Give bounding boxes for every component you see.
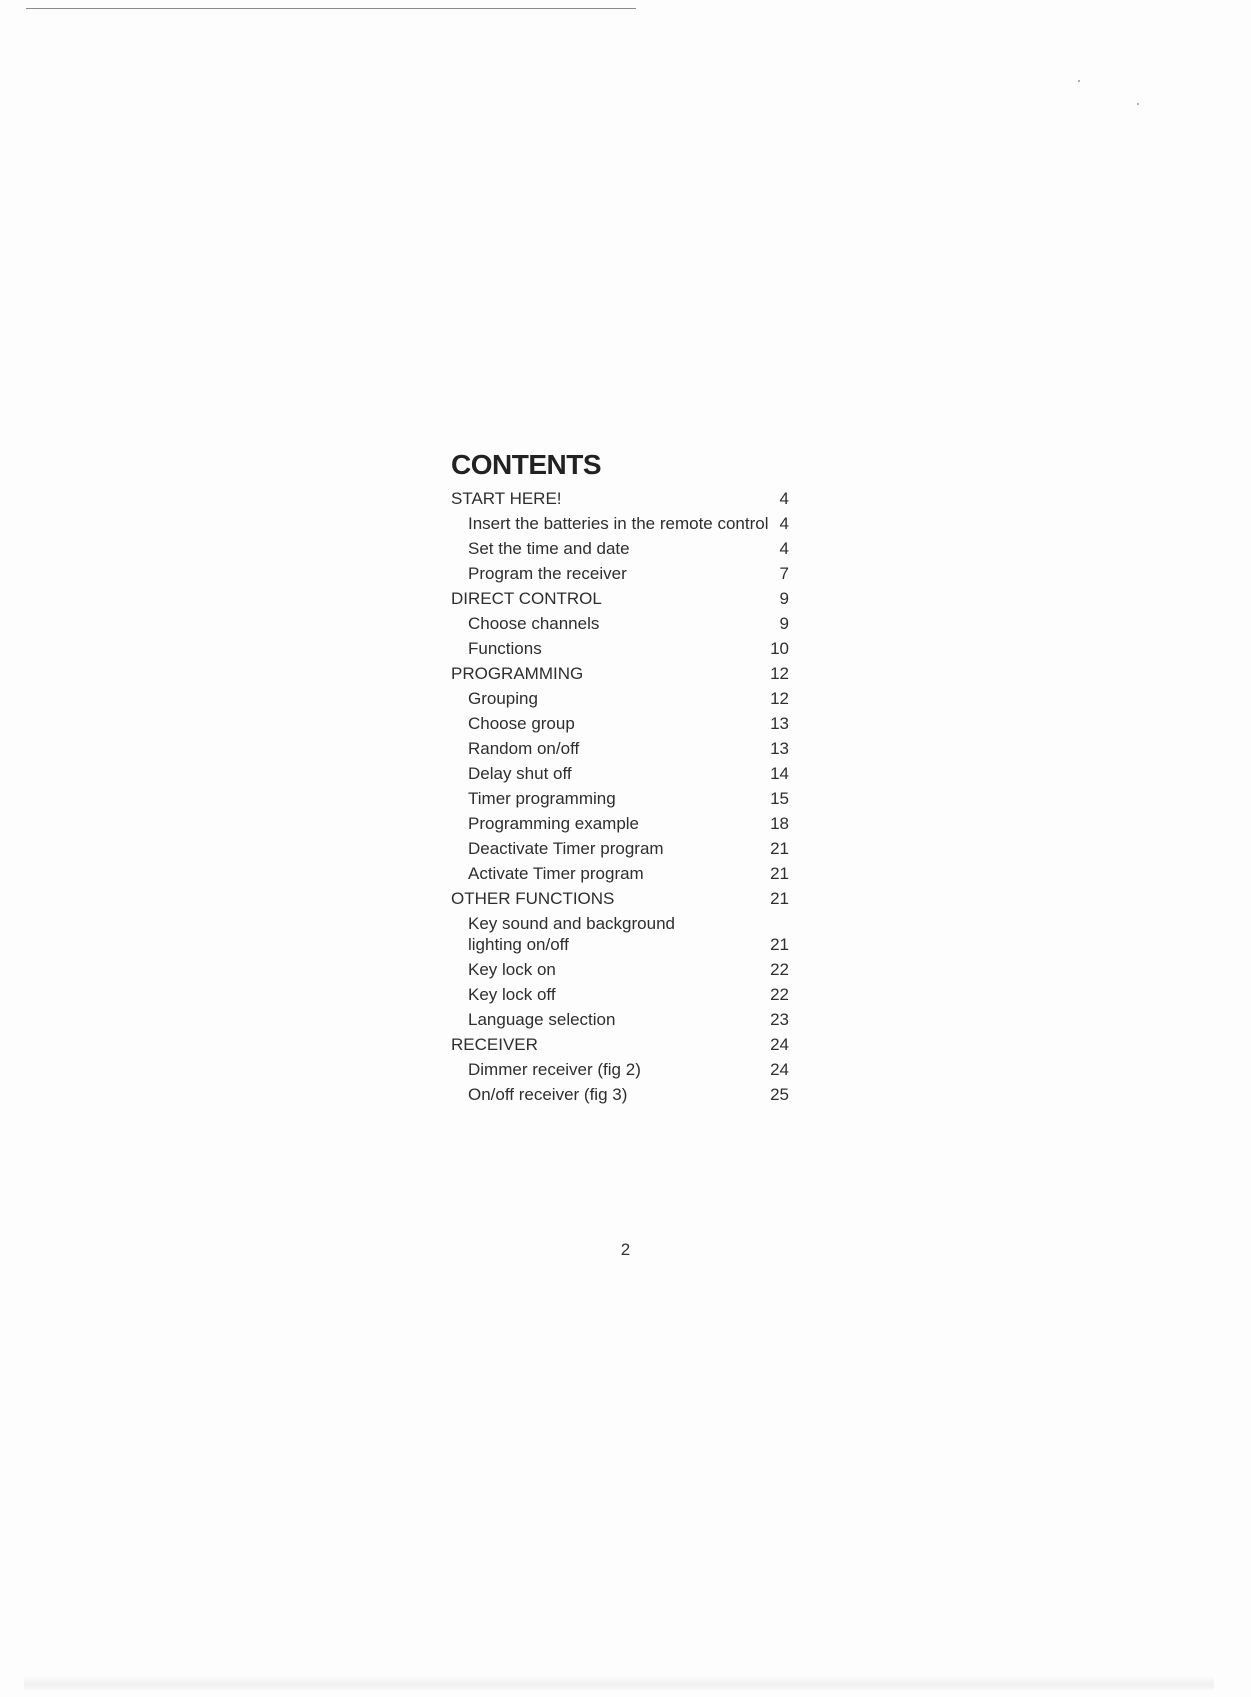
toc-entry-label: RECEIVER	[451, 1035, 538, 1054]
toc-entry-page: 13	[770, 739, 789, 758]
toc-subsection-entry	[451, 536, 789, 561]
toc-entry-page: 10	[770, 639, 789, 658]
toc-section-entry	[451, 1032, 789, 1057]
toc-entry-label: Program the receiver	[468, 564, 627, 583]
toc-subsection-entry	[451, 636, 789, 661]
toc-entry-page: 4	[779, 514, 789, 533]
toc-entry-page: 24	[770, 1035, 789, 1054]
toc-section-entry	[451, 586, 789, 611]
toc-subsection-entry	[451, 861, 789, 886]
toc-subsection-entry	[451, 1007, 789, 1032]
toc-entry-label: START HERE!	[451, 489, 562, 508]
toc-entry-label: Timer programming	[468, 789, 616, 808]
toc-entry-page: 4	[779, 539, 789, 558]
toc-entry-page: 7	[779, 564, 789, 583]
toc-entry-label: Choose channels	[468, 614, 600, 633]
toc-entry-label: Key sound and background lighting on/off	[468, 914, 675, 954]
toc-entry-label: Key lock off	[468, 985, 556, 1004]
scan-speck	[1078, 80, 1080, 82]
toc-section-entry	[451, 486, 789, 511]
toc-entry-label: Set the time and date	[468, 539, 630, 558]
toc-subsection-entry	[451, 982, 789, 1007]
toc-entry-page: 22	[770, 960, 789, 979]
toc-entry-label: Activate Timer program	[468, 864, 644, 883]
toc-subsection-entry	[451, 711, 789, 736]
toc-subsection-entry	[451, 1057, 789, 1082]
toc-entry-label: Functions	[468, 639, 542, 658]
toc-entry-page: 15	[770, 789, 789, 808]
toc-entry-page: 4	[779, 489, 789, 508]
toc-subsection-entry	[451, 611, 789, 636]
toc-entry-label: Random on/off	[468, 739, 580, 758]
toc-entry-page: 24	[770, 1060, 789, 1079]
toc-entry-page: 9	[779, 614, 789, 633]
toc-entry-page: 21	[770, 889, 789, 908]
toc-entry-label: OTHER FUNCTIONS	[451, 889, 615, 908]
toc-entry-page: 22	[770, 985, 789, 1004]
toc-entry-page: 12	[770, 664, 789, 683]
toc-entry-page: 18	[770, 814, 789, 833]
toc-subsection-entry	[451, 511, 789, 536]
toc-subsection-entry	[451, 957, 789, 982]
toc-entry-page: 23	[770, 1010, 789, 1029]
toc-list	[451, 486, 789, 1107]
toc-subsection-entry	[451, 836, 789, 861]
toc-entry-page: 9	[779, 589, 789, 608]
toc-entry-page: 12	[770, 689, 789, 708]
toc-entry-page: 21	[770, 864, 789, 883]
toc-entry-page: 21	[770, 935, 789, 954]
toc-section-entry	[451, 661, 789, 686]
contents-title: CONTENTS	[451, 449, 601, 480]
toc-entry-label: On/off receiver (fig 3)	[468, 1085, 628, 1104]
toc-entry-label: Key lock on	[468, 960, 556, 979]
toc-entry-page: 21	[770, 839, 789, 858]
toc-entry-page: 25	[770, 1085, 789, 1104]
toc-subsection-entry	[451, 561, 789, 586]
toc-entry-label: Insert the batteries in the remote control	[468, 514, 769, 533]
toc-entry-label: Grouping	[468, 689, 538, 708]
toc-subsection-entry	[451, 786, 789, 811]
toc-subsection-entry	[451, 736, 789, 761]
toc-entry-label: PROGRAMMING	[451, 664, 584, 683]
toc-entry-label: Dimmer receiver (fig 2)	[468, 1060, 641, 1079]
toc-subsection-entry	[451, 761, 789, 786]
toc-entry-label: DIRECT CONTROL	[451, 589, 602, 608]
scan-speck	[1137, 103, 1139, 105]
scan-bottom-edge	[24, 1676, 1214, 1690]
toc-subsection-entry	[451, 911, 789, 957]
toc-subsection-entry	[451, 811, 789, 836]
toc-section-entry	[451, 886, 789, 911]
top-rule	[26, 8, 636, 9]
toc-entry-label: Deactivate Timer program	[468, 839, 664, 858]
toc-entry-label: Delay shut off	[468, 764, 572, 783]
toc-entry-label: Language selection	[468, 1010, 616, 1029]
toc-subsection-entry	[451, 686, 789, 711]
toc-entry-page: 13	[770, 714, 789, 733]
toc-subsection-entry	[451, 1082, 789, 1107]
table-of-contents	[451, 448, 789, 1107]
toc-entry-label: Programming example	[468, 814, 640, 833]
page-number: 2	[620, 1240, 631, 1259]
toc-entry-page: 14	[770, 764, 789, 783]
toc-entry-label: Choose group	[468, 714, 575, 733]
